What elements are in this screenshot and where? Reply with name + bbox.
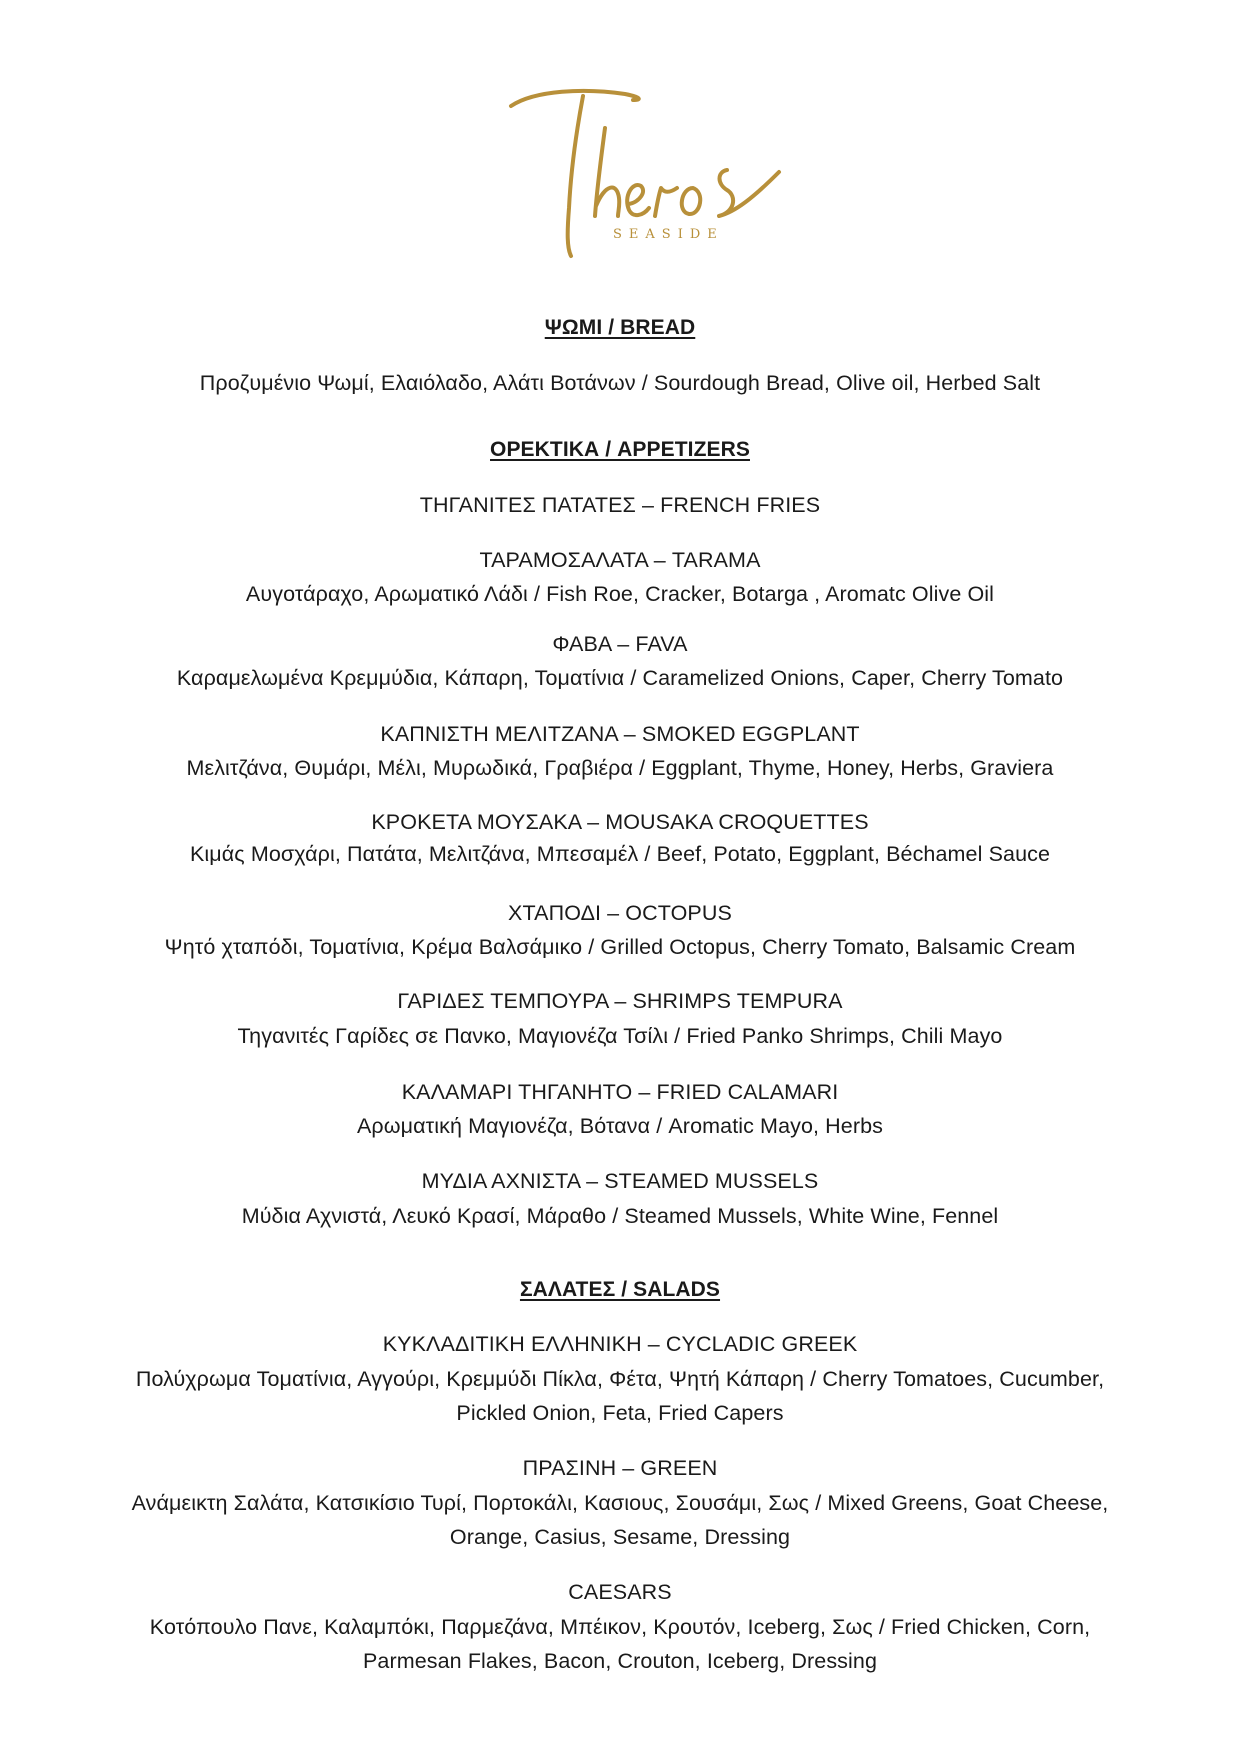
bread-description: Προζυμένιο Ψωμί, Ελαιόλαδο, Αλάτι Βοτάνων / Sourdough Bread, Olive oil, Herbed Salt — [199, 371, 1041, 395]
menu-item-description: Αυγοτάραχο, Αρωματικό Λάδι / Fish Roe, Cracker, Botarga , Aromatc Olive Oil — [245, 582, 995, 606]
menu-item-description: Κοτόπουλο Πανε, Καλαμπόκι, Παρμεζάνα, Μπέικον, Κρουτόν, Iceberg, Σως / Fried Chicken, Corn, — [149, 1615, 1091, 1639]
menu-item-description: Καραμελωμένα Κρεμμύδια, Κάπαρη, Τοματίνια / Caramelized Onions, Caper, Cherry Tomato — [176, 666, 1064, 690]
menu-item-title: ΚΡΟΚΕΤΑ ΜΟΥΣΑΚΑ – MOUSAKA CROQUETTES — [371, 810, 869, 834]
section-heading-appetizers: ΟΡΕΚΤΙΚΑ / APPETIZERS — [490, 438, 750, 461]
menu-item-description: Τηγανιτές Γαρίδες σε Πανκο, Μαγιονέζα Τσίλι / Fried Panko Shrimps, Chili Mayo — [237, 1024, 1003, 1048]
menu-item-description: Parmesan Flakes, Bacon, Crouton, Iceberg, Dressing — [362, 1649, 878, 1673]
theros-seaside-logo — [505, 88, 785, 278]
menu-item-title: ΠΡΑΣΙΝΗ – GREEN — [522, 1456, 718, 1480]
menu-item-title: ΦΑΒΑ – FAVA — [552, 632, 688, 656]
menu-item-description: Αρωματική Μαγιονέζα, Βότανα / Aromatic Mayo, Herbs — [356, 1114, 884, 1138]
menu-item-title: ΓΑΡΙΔΕΣ ΤΕΜΠΟΥΡΑ – SHRIMPS TEMPURA — [397, 989, 843, 1013]
menu-item-title: ΧΤΑΠΟΔΙ – OCTOPUS — [508, 901, 732, 925]
logo-graphic — [505, 88, 785, 278]
section-heading-salads: ΣΑΛΑΤΕΣ / SALADS — [519, 1278, 721, 1301]
logo-tagline: SEASIDE — [613, 227, 724, 242]
menu-item-description: Κιμάς Μοσχάρι, Πατάτα, Μελιτζάνα, Μπεσαμέλ / Beef, Potato, Eggplant, Béchamel Sauce — [189, 842, 1051, 866]
menu-item-title: ΜΥΔΙΑ ΑΧΝΙΣΤΑ – STEAMED MUSSELS — [421, 1169, 819, 1193]
menu-item-description: Ψητό χταπόδι, Τοματίνια, Κρέμα Βαλσάμικο / Grilled Octopus, Cherry Tomato, Balsamic Cream — [164, 935, 1076, 959]
menu-item-description: Μύδια Αχνιστά, Λευκό Κρασί, Μάραθο / Steamed Mussels, White Wine, Fennel — [241, 1204, 999, 1228]
section-heading-bread: ΨΩΜΙ / BREAD — [544, 316, 696, 339]
menu-item-description: Pickled Onion, Feta, Fried Capers — [456, 1401, 784, 1425]
menu-item-description: Ανάμεικτη Σαλάτα, Κατσικίσιο Τυρί, Πορτοκάλι, Κασιους, Σουσάμι, Σως / Mixed Greens, Goat Cheese, — [131, 1491, 1109, 1515]
menu-item-title: ΤΗΓΑΝΙΤΕΣ ΠΑΤΑΤΕΣ – FRENCH FRIES — [419, 493, 821, 517]
menu-item-title: ΚΑΛΑΜΑΡΙ ΤΗΓΑΝΗΤΟ – FRIED CALAMARI — [401, 1080, 839, 1104]
menu-item-title: ΚΑΠΝΙΣΤΗ ΜΕΛΙΤΖΑΝΑ – SMOKED EGGPLANT — [380, 722, 860, 746]
menu-item-description: Orange, Casius, Sesame, Dressing — [449, 1525, 791, 1549]
menu-item-title: ΤΑΡΑΜΟΣΑΛΑΤΑ – TARAMA — [479, 548, 761, 572]
menu-item-description: Πολύχρωμα Τοματίνια, Αγγούρι, Κρεμμύδι Πίκλα, Φέτα, Ψητή Κάπαρη / Cherry Tomatoes, Cucumber, — [135, 1367, 1105, 1391]
menu-item-title: CAESARS — [568, 1580, 672, 1604]
menu-item-description: Μελιτζάνα, Θυμάρι, Μέλι, Μυρωδικά, Γραβιέρα / Eggplant, Thyme, Honey, Herbs, Graviera — [186, 756, 1054, 780]
menu-item-title: ΚΥΚΛΑΔΙΤΙΚΗ ΕΛΛΗΝΙΚΗ – CYCLADIC GREEK — [382, 1332, 858, 1356]
